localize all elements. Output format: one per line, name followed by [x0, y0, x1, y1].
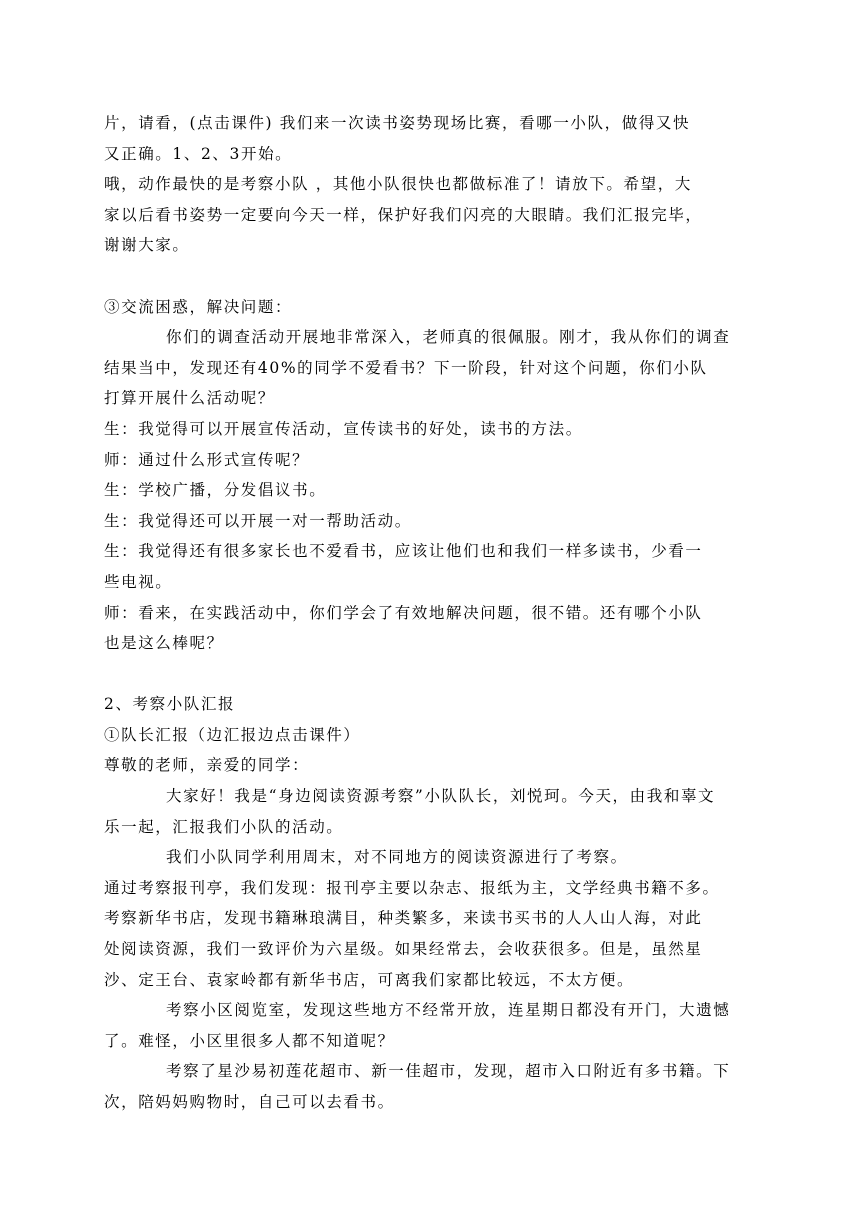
- text-line: 又正确。1、2、3开始。: [104, 144, 293, 163]
- text-line: 大家好！我是“身边阅读资源考察”小队队长，刘悦珂。今天，由我和辜文: [166, 787, 716, 806]
- text-line: 结果当中，发现还有40%的同学不爱看书？下一阶段，针对这个问题，你们小队: [104, 358, 708, 377]
- dialogue-line: 也是这么棒呢？: [104, 634, 224, 653]
- text-line: 家以后看书姿势一定要向今天一样，保护好我们闪亮的大眼睛。我们汇报完毕，: [104, 205, 703, 224]
- dialogue-line: 生：学校广播，分发倡议书。: [104, 481, 327, 500]
- blank-line: [104, 659, 754, 690]
- text-line: 尊敬的老师，亲爱的同学：: [104, 756, 310, 775]
- dialogue-line: 师：通过什么形式宣传呢？: [104, 450, 310, 469]
- text-line: 考察小区阅览室，发现这些地方不经常开放，连星期日都没有开门，大遗憾: [166, 1001, 731, 1020]
- dialogue-line: 生：我觉得可以开展宣传活动，宣传读书的好处，读书的方法。: [104, 419, 583, 438]
- text-line: 打算开展什么活动呢？: [104, 389, 276, 408]
- text-line: 处阅读资源，我们一致评价为六星级。如果经常去，会收获很多。但是，虽然星: [104, 940, 703, 959]
- dialogue-line: 生：我觉得还可以开展一对一帮助活动。: [104, 511, 412, 530]
- text-line: 你们的调查活动开展地非常深入，老师真的很佩服。刚才，我从你们的调查: [166, 328, 731, 347]
- text-line: 次，陪妈妈购物时，自己可以去看书。: [104, 1093, 395, 1111]
- subsection-heading: ①队长汇报（边汇报边点击课件）: [104, 725, 361, 744]
- section-heading: 2、考察小队汇报: [104, 695, 236, 714]
- document-page: [104, 108, 754, 1118]
- text-line: 哦，动作最快的是考察小队 ，其他小队很快也都做标准了！请放下。希望，大: [104, 175, 692, 194]
- dialogue-line: 些电视。: [104, 572, 173, 591]
- text-line: 乐一起，汇报我们小队的活动。: [104, 817, 344, 836]
- section-heading: ③交流困惑，解决问题：: [104, 297, 293, 316]
- text-line: 考察新华书店，发现书籍琳琅满目，种类繁多，来读书买书的人人山人海，对此: [104, 909, 703, 928]
- dialogue-line: 师：看来，在实践活动中，你们学会了有效地解决问题，很不错。还有哪个小队: [104, 603, 703, 622]
- text-line: 我们小队同学利用周末，对不同地方的阅读资源进行了考察。: [166, 848, 628, 867]
- text-line: 沙、定王台、袁家岭都有新华书店，可离我们家都比较远，不太方便。: [104, 970, 635, 989]
- text-line: 通过考察报刊亭，我们发现：报刊亭主要以杂志、报纸为主，文学经典书籍不多。: [104, 878, 720, 897]
- text-line: 了。难怪，小区里很多人都不知道呢？: [104, 1031, 395, 1050]
- text-line: 谢谢大家。: [104, 236, 190, 255]
- blank-line: [104, 261, 754, 292]
- dialogue-line: 生：我觉得还有很多家长也不爱看书，应该让他们也和我们一样多读书，少看一: [104, 542, 703, 561]
- text-line: 片，请看，(点击课件) 我们来一次读书姿势现场比赛，看哪一小队，做得又快: [104, 114, 691, 132]
- text-line: 考察了星沙易初莲花超市、新一佳超市，发现，超市入口附近有多书籍。下: [166, 1062, 731, 1081]
